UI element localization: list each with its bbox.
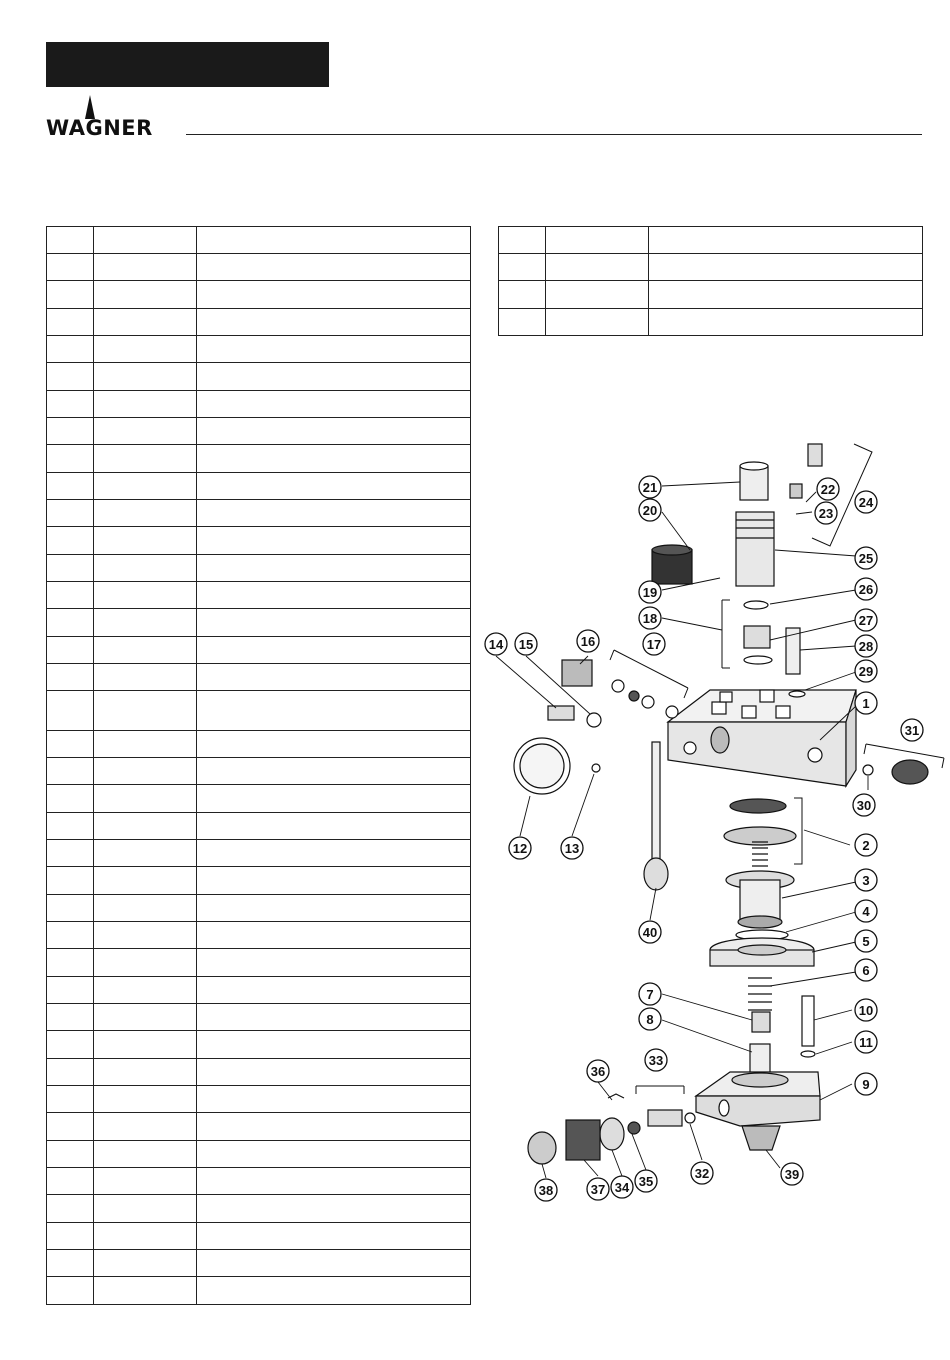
svg-text:24: 24 (858, 495, 874, 510)
table-row (47, 1277, 471, 1305)
header-title-bar (46, 42, 329, 87)
svg-text:4: 4 (862, 904, 870, 919)
part-number-cell (94, 1168, 197, 1195)
description-cell (197, 418, 471, 445)
svg-text:34: 34 (614, 1180, 630, 1195)
table-row (47, 840, 471, 867)
part-number-cell (94, 758, 197, 785)
description-cell (197, 1223, 471, 1250)
part-number-cell (94, 1059, 197, 1086)
callout-3 (855, 869, 877, 891)
table-row (47, 1141, 471, 1168)
part-number-cell (94, 867, 197, 895)
callout-27 (855, 609, 877, 631)
item-cell (47, 473, 94, 500)
callout-33 (645, 1049, 667, 1071)
svg-text:2: 2 (862, 838, 870, 853)
callout-10 (855, 999, 877, 1021)
part-number-cell (94, 1277, 197, 1305)
svg-text:36: 36 (590, 1064, 606, 1079)
item-cell (499, 281, 546, 309)
item-cell (47, 895, 94, 922)
description-cell (649, 309, 923, 336)
item-cell (47, 500, 94, 527)
description-cell (197, 1031, 471, 1059)
svg-text:23: 23 (818, 506, 834, 521)
part-number-cell (94, 281, 197, 309)
table-row (47, 363, 471, 391)
description-cell (197, 391, 471, 418)
callout-34 (611, 1176, 633, 1198)
parts-table-right (498, 226, 923, 336)
description-cell (197, 336, 471, 363)
svg-text:22: 22 (820, 482, 836, 497)
item-cell (47, 1004, 94, 1031)
table-row (47, 555, 471, 582)
callout-13 (561, 837, 583, 859)
part-number-cell (94, 418, 197, 445)
table-row (47, 1250, 471, 1277)
description-cell (197, 1004, 471, 1031)
table-row (47, 473, 471, 500)
description-cell (197, 895, 471, 922)
part-number-cell (94, 391, 197, 418)
description-cell (197, 227, 471, 254)
table-row (47, 309, 471, 336)
callout-24 (855, 491, 877, 513)
svg-text:33: 33 (648, 1053, 664, 1068)
description-cell (197, 1059, 471, 1086)
description-cell (197, 582, 471, 609)
item-cell (47, 418, 94, 445)
callout-36 (587, 1060, 609, 1082)
svg-text:20: 20 (642, 503, 658, 518)
logo-wordmark: WAGNER (46, 116, 153, 140)
svg-text:6: 6 (862, 963, 870, 978)
part-number-cell (94, 609, 197, 637)
part-number-cell (94, 949, 197, 977)
description-cell (197, 977, 471, 1004)
part-number-cell (94, 1223, 197, 1250)
item-cell (47, 445, 94, 473)
callout-35 (635, 1170, 657, 1192)
callout-16 (577, 630, 599, 652)
callout-22 (817, 478, 839, 500)
description-cell (649, 227, 923, 254)
part-number-cell (94, 922, 197, 949)
item-cell (47, 1250, 94, 1277)
part-number-cell (94, 309, 197, 336)
description-cell (197, 500, 471, 527)
part-number-cell (94, 785, 197, 813)
table-row (47, 254, 471, 281)
callout-38 (535, 1179, 557, 1201)
svg-text:13: 13 (564, 841, 580, 856)
item-cell (499, 309, 546, 336)
callout-14 (485, 633, 507, 655)
item-cell (47, 813, 94, 840)
table-row (47, 527, 471, 555)
description-cell (197, 473, 471, 500)
part-number-cell (94, 1250, 197, 1277)
part-number-cell (94, 637, 197, 664)
svg-text:35: 35 (638, 1174, 654, 1189)
item-cell (47, 1223, 94, 1250)
svg-text:1: 1 (862, 696, 870, 711)
callout-18 (639, 607, 661, 629)
header-rule (186, 134, 922, 135)
svg-text:39: 39 (784, 1167, 800, 1182)
table-row (47, 445, 471, 473)
callout-5 (855, 930, 877, 952)
description-cell (197, 555, 471, 582)
part-number-cell (546, 227, 649, 254)
description-cell (197, 922, 471, 949)
svg-text:7: 7 (646, 987, 654, 1002)
description-cell (197, 609, 471, 637)
table-row (499, 227, 923, 254)
part-number-cell (94, 527, 197, 555)
description-cell (197, 664, 471, 691)
description-cell (197, 1277, 471, 1305)
part-number-cell (94, 840, 197, 867)
callout-30 (853, 794, 875, 816)
description-cell (197, 731, 471, 758)
svg-text:3: 3 (862, 873, 870, 888)
part-number-cell (94, 895, 197, 922)
svg-text:28: 28 (858, 639, 874, 654)
svg-text:31: 31 (904, 723, 920, 738)
table-row (47, 1004, 471, 1031)
table-row (47, 281, 471, 309)
table-row (47, 895, 471, 922)
svg-text:21: 21 (642, 480, 658, 495)
table-row (47, 418, 471, 445)
item-cell (47, 1195, 94, 1223)
item-cell (47, 281, 94, 309)
description-cell (197, 281, 471, 309)
table-row (47, 1059, 471, 1086)
table-row (47, 637, 471, 664)
description-cell (197, 1086, 471, 1113)
table-row (47, 1086, 471, 1113)
callout-23 (815, 502, 837, 524)
part-number-cell (94, 254, 197, 281)
svg-text:5: 5 (862, 934, 870, 949)
item-cell (47, 637, 94, 664)
description-cell (197, 637, 471, 664)
part-number-cell (94, 1086, 197, 1113)
part-number-cell (94, 473, 197, 500)
item-cell (47, 1277, 94, 1305)
item-cell (47, 1113, 94, 1141)
item-cell (47, 840, 94, 867)
description-cell (197, 254, 471, 281)
item-cell (47, 1141, 94, 1168)
callout-29 (855, 660, 877, 682)
part-number-cell (94, 691, 197, 731)
svg-text:37: 37 (590, 1182, 606, 1197)
table-row (47, 582, 471, 609)
part-number-cell (94, 500, 197, 527)
svg-text:19: 19 (642, 585, 658, 600)
table-row (47, 977, 471, 1004)
part-number-cell (94, 363, 197, 391)
svg-text:15: 15 (518, 637, 534, 652)
description-cell (649, 281, 923, 309)
item-cell (47, 555, 94, 582)
svg-text:18: 18 (642, 611, 658, 626)
callout-12 (509, 837, 531, 859)
table-row (47, 227, 471, 254)
table-row (499, 309, 923, 336)
table-row (47, 813, 471, 840)
description-cell (197, 785, 471, 813)
item-cell (47, 1031, 94, 1059)
description-cell (197, 1250, 471, 1277)
callout-37 (587, 1178, 609, 1200)
callout-40 (639, 921, 661, 943)
description-cell (197, 758, 471, 785)
table-row (499, 254, 923, 281)
table-row (499, 281, 923, 309)
svg-text:26: 26 (858, 582, 874, 597)
svg-text:29: 29 (858, 664, 874, 679)
description-cell (197, 445, 471, 473)
item-cell (499, 227, 546, 254)
svg-text:12: 12 (512, 841, 528, 856)
svg-text:11: 11 (859, 1035, 873, 1050)
table-row (47, 1195, 471, 1223)
table-row (47, 731, 471, 758)
item-cell (47, 1168, 94, 1195)
part-number-cell (94, 445, 197, 473)
description-cell (197, 527, 471, 555)
part-number-cell (94, 1113, 197, 1141)
callout-26 (855, 578, 877, 600)
part-number-cell (546, 281, 649, 309)
callout-7 (639, 983, 661, 1005)
svg-text:9: 9 (862, 1077, 870, 1092)
table-row (47, 922, 471, 949)
svg-text:40: 40 (642, 925, 658, 940)
part-number-cell (94, 555, 197, 582)
description-cell (197, 813, 471, 840)
part-number-cell (94, 1195, 197, 1223)
table-row (47, 1031, 471, 1059)
part-number-cell (94, 977, 197, 1004)
table-row (47, 949, 471, 977)
svg-text:32: 32 (694, 1166, 710, 1181)
wagner-logo (46, 95, 184, 140)
item-cell (47, 977, 94, 1004)
part-number-cell (94, 813, 197, 840)
table-row (47, 758, 471, 785)
description-cell (197, 867, 471, 895)
callout-1 (855, 692, 877, 714)
description-cell (197, 840, 471, 867)
description-cell (197, 1141, 471, 1168)
item-cell (47, 867, 94, 895)
svg-text:14: 14 (488, 637, 504, 652)
item-cell (47, 731, 94, 758)
part-number-cell (94, 582, 197, 609)
svg-text:30: 30 (856, 798, 872, 813)
table-row (47, 785, 471, 813)
part-number-cell (94, 1031, 197, 1059)
svg-text:10: 10 (858, 1003, 874, 1018)
description-cell (197, 949, 471, 977)
part-number-cell (546, 254, 649, 281)
item-cell (47, 227, 94, 254)
description-cell (197, 1195, 471, 1223)
part-number-cell (546, 309, 649, 336)
callout-6 (855, 959, 877, 981)
description-cell (649, 254, 923, 281)
svg-text:8: 8 (646, 1012, 654, 1027)
item-cell (47, 785, 94, 813)
callout-8 (639, 1008, 661, 1030)
svg-text:25: 25 (858, 551, 874, 566)
callout-17 (643, 633, 665, 655)
callout-9 (855, 1073, 877, 1095)
description-cell (197, 363, 471, 391)
item-cell (47, 1059, 94, 1086)
callout-20 (639, 499, 661, 521)
callout-4 (855, 900, 877, 922)
part-number-cell (94, 227, 197, 254)
item-cell (47, 336, 94, 363)
item-cell (47, 391, 94, 418)
item-cell (47, 691, 94, 731)
svg-text:27: 27 (858, 613, 874, 628)
description-cell (197, 1168, 471, 1195)
item-cell (47, 1086, 94, 1113)
table-row (47, 609, 471, 637)
part-number-cell (94, 1141, 197, 1168)
callout-31 (901, 719, 923, 741)
table-row (47, 1168, 471, 1195)
exploded-parts-diagram (470, 420, 950, 1220)
callout-39 (781, 1163, 803, 1185)
item-cell (47, 363, 94, 391)
item-cell (499, 254, 546, 281)
parts-table-left (46, 226, 471, 1305)
callout-25 (855, 547, 877, 569)
description-cell (197, 1113, 471, 1141)
table-row (47, 500, 471, 527)
item-cell (47, 582, 94, 609)
item-cell (47, 609, 94, 637)
part-number-cell (94, 731, 197, 758)
svg-text:38: 38 (538, 1183, 554, 1198)
table-row (47, 1223, 471, 1250)
callout-19 (639, 581, 661, 603)
callout-15 (515, 633, 537, 655)
svg-text:17: 17 (646, 637, 662, 652)
description-cell (197, 309, 471, 336)
table-row (47, 336, 471, 363)
table-row (47, 1113, 471, 1141)
part-number-cell (94, 336, 197, 363)
item-cell (47, 664, 94, 691)
table-row (47, 391, 471, 418)
item-cell (47, 922, 94, 949)
description-cell (197, 691, 471, 731)
table-row (47, 664, 471, 691)
item-cell (47, 949, 94, 977)
table-row (47, 867, 471, 895)
callout-28 (855, 635, 877, 657)
part-number-cell (94, 664, 197, 691)
item-cell (47, 309, 94, 336)
callout-21 (639, 476, 661, 498)
table-row (47, 691, 471, 731)
callout-11 (855, 1031, 877, 1053)
item-cell (47, 527, 94, 555)
part-number-cell (94, 1004, 197, 1031)
item-cell (47, 254, 94, 281)
callout-2 (855, 834, 877, 856)
callout-32 (691, 1162, 713, 1184)
svg-text:16: 16 (580, 634, 596, 649)
item-cell (47, 758, 94, 785)
